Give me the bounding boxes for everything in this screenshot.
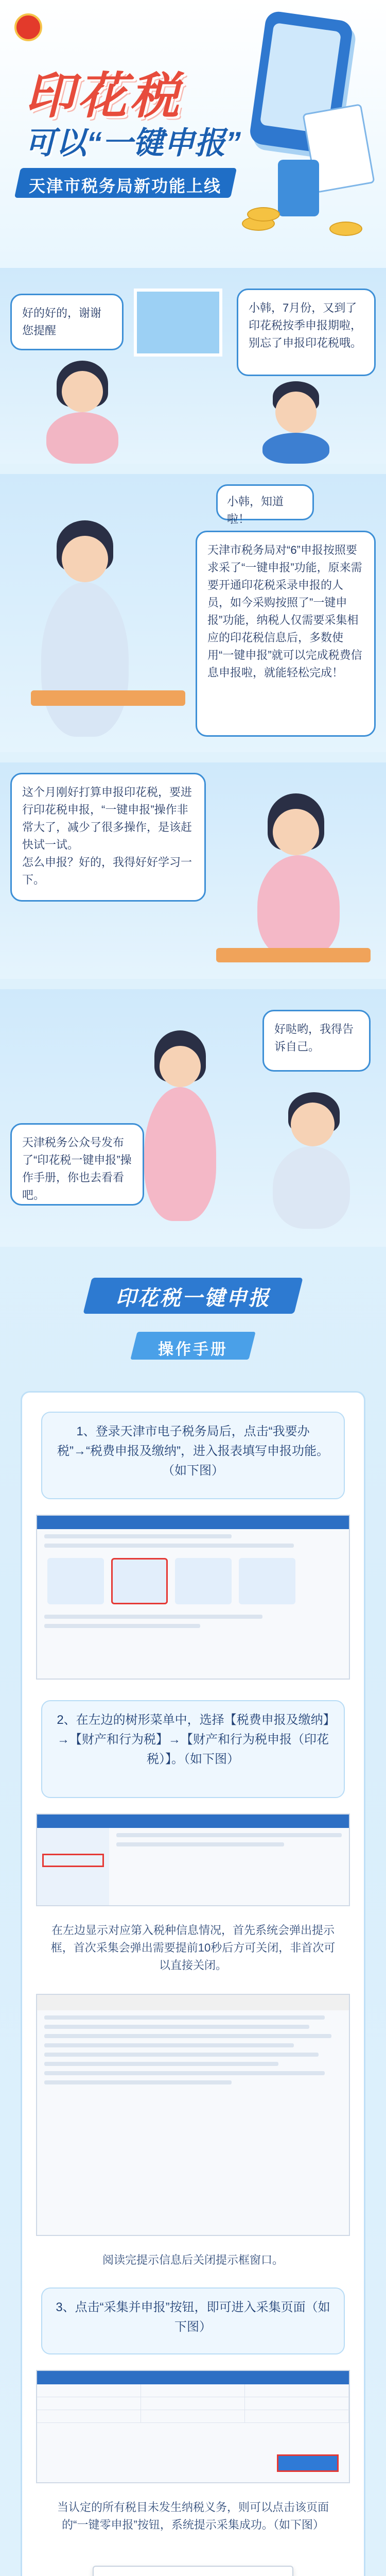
shot-line [44, 2062, 278, 2066]
step-text: 1、登录天津市电子税务局后，点击“我要办税”→“税费申报及缴纳”，进入报表填写申报功能。（如下图） [57, 1425, 329, 1478]
speech-bubble-left-1 [10, 294, 124, 350]
shot-header [37, 2371, 349, 2384]
shot-line [44, 1615, 262, 1619]
step-1 [41, 1412, 345, 1499]
window-illustration [134, 289, 222, 357]
shot-line [44, 2025, 309, 2029]
step-text: 2、在左边的树形菜单中，选择【税费申报及缴纳】→【财产和行为税】→【财产和行为税申报（印花税）】。（如下图） [57, 1713, 329, 1766]
desk-illustration [216, 948, 371, 962]
table-row [37, 2397, 349, 2410]
table-cell [141, 2384, 245, 2397]
bubble-text: 小韩，7月份，又到了印花税按季申报期啦，别忘了申报印花税哦。 [249, 301, 362, 349]
shot-sidebar [37, 1828, 109, 1905]
woman-avatar [160, 1046, 201, 1087]
shot-body [37, 1828, 349, 1905]
speech-bubble-left-3 [10, 773, 206, 902]
bubble-text: 天津市税务局对“6”申报按照要求采了“一键申报”功能，原来需要开通印花税采录申报的人员，如今采购按照了”一键申报”功能，纳税人仅需要采集相应的印花税信息后，多数使用“一键申报”就可以完成税费信息申报啦，就能轻松完成！ [207, 544, 362, 679]
shot-menu-highlight [42, 1854, 104, 1867]
speech-bubble-right-3 [262, 1010, 371, 1072]
shot-tile [47, 1558, 104, 1604]
shot-line [116, 1833, 342, 1837]
shot-line [44, 2053, 319, 2057]
shot-tile [175, 1558, 232, 1604]
bubble-text: 好哒哟，我得告诉自己。 [274, 1023, 354, 1053]
section-title: 印花税一键申报 [115, 1287, 271, 1310]
note-1: 在左边显示对应第入税种信息情况，首先系统会弹出提示框，首次采集会弹出需要提前10秒后方可关闭，非首次可以直接关闭。 [50, 1924, 336, 1972]
screenshot-collect [36, 2370, 350, 2483]
table-cell [141, 2397, 245, 2410]
screenshot-menu [36, 1814, 350, 1906]
step-3 [41, 2287, 345, 2354]
collect-and-submit-button[interactable] [277, 2454, 339, 2472]
shot-tile [239, 1558, 295, 1604]
bubble-text: 好的好的，谢谢您提醒 [22, 307, 102, 337]
speech-bubble-right-2 [196, 531, 376, 737]
table-cell [37, 2410, 141, 2422]
desk-illustration [31, 690, 185, 706]
shot-header [37, 1516, 349, 1529]
coin-icon [247, 207, 280, 222]
shot-content [109, 1828, 349, 1905]
shot-line [44, 2071, 325, 2075]
tagline: 天津市税务局新功能上线 [29, 177, 222, 195]
table-cell [141, 2410, 245, 2422]
woman-avatar [62, 371, 103, 412]
man-body [41, 582, 129, 737]
bubble-text: 这个月刚好打算申报印花税，要进行印花税申报，“一键申报”操作非常大了，减少了很多操作，是该赶快试一试。 怎么申报？好的，我得好好学习一下。 [22, 786, 192, 886]
shot-line [44, 1544, 294, 1548]
shot-line [44, 1624, 200, 1628]
man-body [273, 1146, 350, 1229]
tax-emblem-icon [14, 13, 42, 41]
woman-body [257, 855, 340, 958]
bubble-text: 小韩，知道啦！ [227, 495, 284, 526]
man-body [262, 433, 329, 464]
screenshot-prompt [36, 1994, 350, 2236]
coin-icon [329, 222, 362, 236]
shot-line [44, 2034, 331, 2038]
table-row [37, 2410, 349, 2423]
dialog-title [103, 2574, 283, 2576]
speech-bubble-left-2 [216, 484, 314, 526]
shot-line [116, 1842, 284, 1846]
shot-header [37, 1815, 349, 1828]
step-2 [41, 1700, 345, 1798]
screenshot-login [36, 1515, 350, 1680]
speech-bubble-right-1 [237, 289, 376, 376]
shot-line [44, 2015, 325, 2020]
table-row [37, 2384, 349, 2397]
shot-tiles [47, 1558, 339, 1604]
bubble-text: 天津税务公众号发布了“印花税一键申报”操作手册，你也去看看吧。 [22, 1136, 132, 1201]
page-title: 印花税 [25, 69, 182, 124]
man-avatar [275, 392, 317, 433]
table-cell [37, 2397, 141, 2410]
woman-body [144, 1087, 216, 1221]
shot-tile-highlight [111, 1558, 168, 1604]
table-cell [245, 2410, 349, 2422]
page-subtitle: 可以“一键申报” [25, 126, 241, 160]
table-cell [245, 2384, 349, 2397]
speech-bubble-left-4 [10, 1123, 144, 1206]
calculator-icon [278, 160, 319, 216]
step-text: 3、点击“采集并申报”按钮，即可进入采集页面（如下图） [56, 2300, 330, 2334]
man-avatar [291, 1103, 335, 1146]
dialog-collect-success [93, 2566, 293, 2576]
note-3: 当认定的所有税目未发生纳税义务，则可以点击该页面的“一键零申报”按钮，系统提示采集成功。（如下图） [57, 2501, 329, 2531]
manual-title: 操作手册 [158, 1341, 228, 1358]
shot-line [44, 2080, 232, 2084]
note-2: 阅读完提示信息后关闭提示框窗口。 [102, 2253, 284, 2266]
shot-header [37, 1995, 349, 2010]
woman-body [46, 412, 118, 464]
man-avatar [62, 536, 108, 582]
shot-line [44, 2043, 294, 2047]
table-cell [245, 2397, 349, 2410]
table-cell [37, 2384, 141, 2397]
shot-line [44, 1534, 232, 1538]
woman-avatar [273, 809, 319, 855]
